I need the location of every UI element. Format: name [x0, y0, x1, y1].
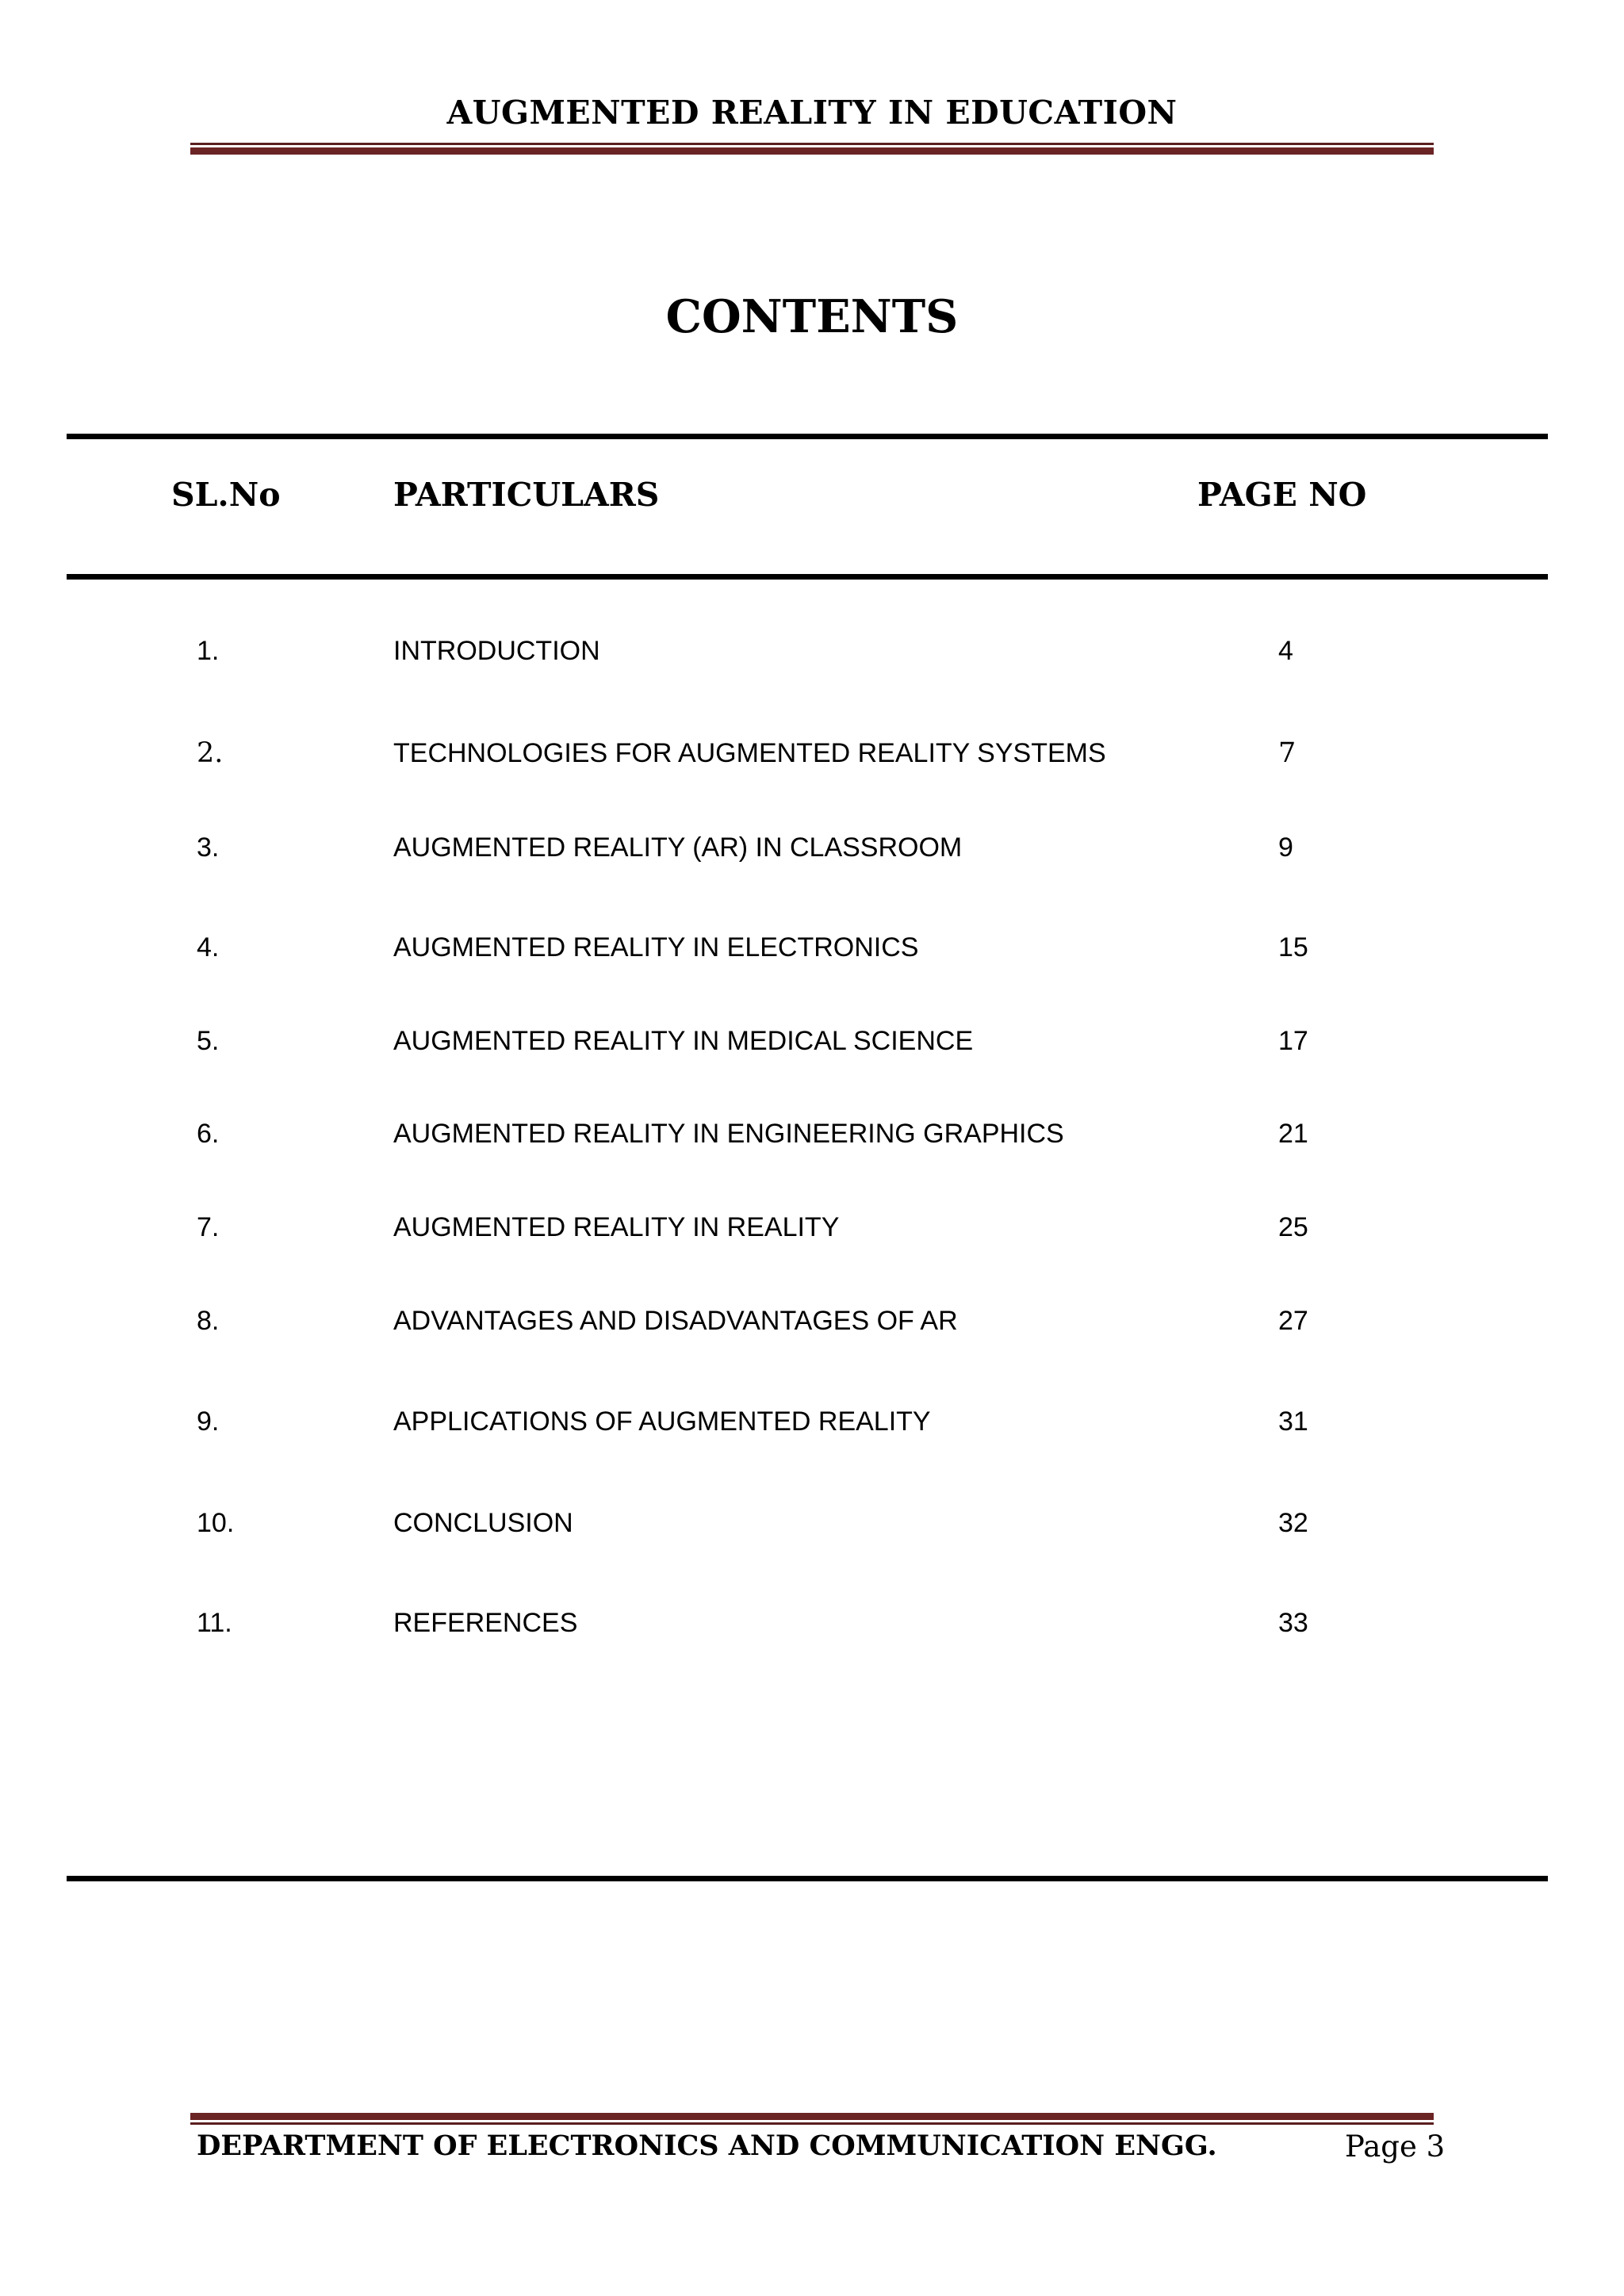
row-title: AUGMENTED REALITY IN ENGINEERING GRAPHICS [393, 1119, 1064, 1149]
row-page: 15 [1278, 932, 1308, 962]
row-number: 2. [197, 737, 224, 769]
footer-department: DEPARTMENT OF ELECTRONICS AND COMMUNICATION ENGG. [197, 2130, 1217, 2162]
row-number: 1. [197, 636, 220, 666]
table-top-rule [67, 434, 1548, 439]
row-title: ADVANTAGES AND DISADVANTAGES OF AR [393, 1306, 958, 1336]
row-page: 7 [1278, 737, 1297, 769]
table-header-rule [67, 574, 1548, 580]
row-number: 10. [197, 1508, 235, 1538]
table-row [0, 733, 1624, 773]
row-title: INTRODUCTION [393, 636, 600, 666]
row-page: 25 [1278, 1212, 1308, 1242]
table-row [0, 631, 1624, 671]
table-row [0, 1021, 1624, 1061]
page-title: CONTENTS [665, 290, 959, 343]
row-number: 9. [197, 1406, 220, 1437]
column-header-particulars: PARTICULARS [393, 476, 660, 514]
row-number: 4. [197, 932, 220, 962]
row-title: AUGMENTED REALITY IN ELECTRONICS [393, 932, 919, 962]
row-number: 8. [197, 1306, 220, 1336]
row-page: 17 [1278, 1026, 1308, 1056]
column-header-page-no: PAGE NO [1197, 476, 1367, 514]
footer-divider [190, 2113, 1434, 2125]
row-number: 6. [197, 1119, 220, 1149]
footer-page-number: Page 3 [1345, 2130, 1446, 2164]
row-page: 33 [1278, 1608, 1308, 1638]
header-divider [190, 143, 1434, 155]
table-row [0, 1114, 1624, 1154]
row-page: 4 [1278, 636, 1293, 666]
row-number: 5. [197, 1026, 220, 1056]
row-title: AUGMENTED REALITY IN MEDICAL SCIENCE [393, 1026, 974, 1056]
table-row [0, 828, 1624, 867]
row-title: CONCLUSION [393, 1508, 573, 1538]
table-row [0, 1402, 1624, 1441]
table-row [0, 928, 1624, 967]
table-row [0, 1503, 1624, 1543]
row-page: 9 [1278, 832, 1293, 863]
row-number: 7. [197, 1212, 220, 1242]
row-title: REFERENCES [393, 1608, 578, 1638]
column-header-sl-no: SL.No [171, 476, 281, 514]
row-page: 31 [1278, 1406, 1308, 1437]
row-page: 27 [1278, 1306, 1308, 1336]
row-number: 11. [197, 1608, 232, 1638]
table-bottom-rule [67, 1876, 1548, 1881]
running-header-title: AUGMENTED REALITY IN EDUCATION [446, 94, 1178, 132]
row-title: TECHNOLOGIES FOR AUGMENTED REALITY SYSTEMS [393, 738, 1106, 768]
row-page: 32 [1278, 1508, 1308, 1538]
row-title: AUGMENTED REALITY (AR) IN CLASSROOM [393, 832, 963, 863]
row-title: AUGMENTED REALITY IN REALITY [393, 1212, 840, 1242]
row-number: 3. [197, 832, 220, 863]
table-row [0, 1603, 1624, 1643]
table-row [0, 1301, 1624, 1341]
row-page: 21 [1278, 1119, 1308, 1149]
row-title: APPLICATIONS OF AUGMENTED REALITY [393, 1406, 931, 1437]
table-row [0, 1207, 1624, 1247]
